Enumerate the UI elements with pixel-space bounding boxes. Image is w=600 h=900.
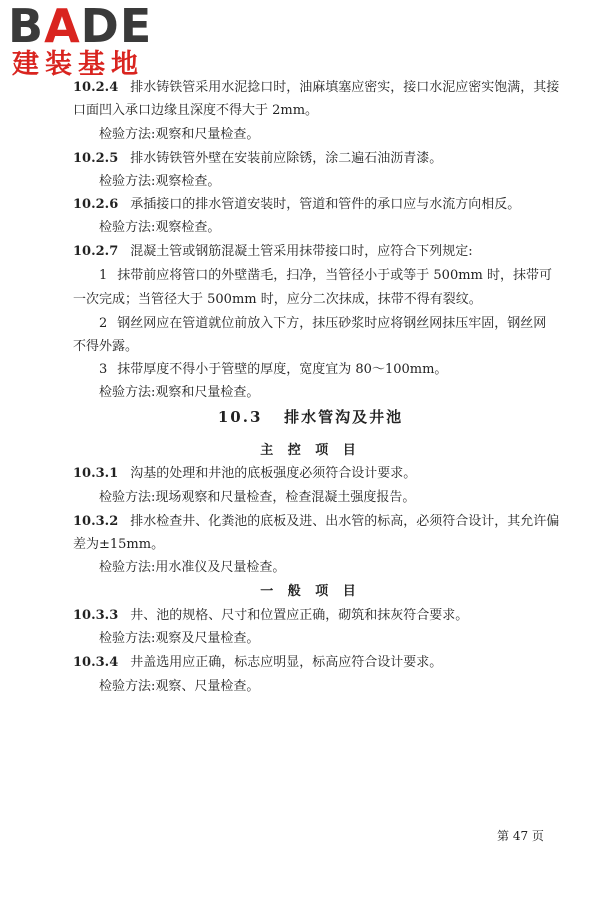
text-line: 差为±15mm。 — [73, 537, 165, 552]
clause-number: 10.3.1 — [73, 466, 119, 481]
section-title: 排水管沟及井池 — [284, 408, 404, 426]
clause-text: 沟基的处理和井池的底板强度必须符合设计要求。 — [130, 466, 417, 481]
item-text: 抹带前应将管口的外壁凿毛，扫净，当管径小于或等于 500mm 时，抹带可 — [117, 268, 553, 283]
logo-letter-a: A — [44, 0, 81, 53]
inspection-method: 检验方法:观察和尺量检查。 — [99, 385, 260, 400]
logo-letters-b: B — [8, 0, 45, 53]
clause-text: 承插接口的排水管道安装时，管道和管件的承口应与水流方向相反。 — [130, 197, 521, 212]
list-item-3 — [99, 358, 447, 377]
inspection-method: 检验方法:观察、尺量检查。 — [99, 679, 260, 694]
clause-number: 10.2.5 — [73, 151, 119, 166]
clause-number: 10.2.4 — [73, 80, 119, 95]
clause-text: 井、池的规格、尺寸和位置应正确，砌筑和抹灰符合要求。 — [130, 608, 469, 623]
subheading-general: 一 般 项 目 — [260, 584, 361, 599]
inspection-method: 检验方法:观察检查。 — [99, 220, 221, 235]
item-number: 3 — [99, 362, 108, 377]
clause-10-2-5 — [73, 147, 442, 166]
logo-wordmark — [8, 0, 153, 53]
logo-letters-de: DE — [80, 0, 153, 53]
clause-10-3-3 — [73, 604, 468, 623]
clause-10-3-1 — [73, 462, 416, 481]
subheading-main-control: 主 控 项 目 — [260, 443, 361, 458]
bade-logo — [8, 2, 152, 80]
clause-number: 10.2.7 — [73, 244, 119, 259]
clause-text: 混凝土管或钢筋混凝土管采用抹带接口时，应符合下列规定: — [130, 244, 473, 259]
inspection-method: 检验方法:用水准仪及尺量检查。 — [99, 560, 286, 575]
inspection-method: 检验方法:观察及尺量检查。 — [99, 631, 260, 646]
section-heading-10-3 — [73, 406, 548, 427]
clause-text: 井盖选用应正确，标志应明显，标高应符合设计要求。 — [130, 655, 443, 670]
inspection-method: 检验方法:现场观察和尺量检查，检查混凝土强度报告。 — [99, 490, 416, 505]
section-number: 10.3 — [217, 408, 263, 426]
list-item-1 — [99, 264, 552, 283]
clause-text: 排水铸铁管外壁在安装前应除锈，涂二遍石油沥青漆。 — [130, 151, 443, 166]
item-number: 1 — [99, 268, 108, 283]
clause-10-3-4 — [73, 651, 442, 670]
logo-subtitle: 建装基地 — [12, 49, 144, 80]
inspection-method: 检验方法:观察检查。 — [99, 174, 221, 189]
clause-number: 10.3.3 — [73, 608, 119, 623]
clause-number: 10.3.2 — [73, 514, 119, 529]
clause-10-2-7 — [73, 240, 473, 259]
page-number: 第 47 页 — [497, 829, 544, 843]
clause-text: 排水检查井、化粪池的底板及进、出水管的标高，必须符合设计，其允许偏 — [130, 514, 560, 529]
clause-number: 10.3.4 — [73, 655, 119, 670]
item-text: 钢丝网应在管道就位前放入下方，抹压砂浆时应将钢丝网抹压牢固，钢丝网 — [117, 316, 547, 331]
list-item-2 — [99, 312, 546, 331]
text-line: 一次完成；当管径大于 500mm 时，应分二次抹成，抹带不得有裂纹。 — [73, 292, 482, 307]
clause-number: 10.2.6 — [73, 197, 119, 212]
text-line: 口面凹入承口边缘且深度不得大于 2mm。 — [73, 103, 319, 118]
item-number: 2 — [99, 316, 108, 331]
clause-10-2-6 — [73, 193, 520, 212]
text-line: 不得外露。 — [73, 339, 139, 354]
inspection-method: 检验方法:观察和尺量检查。 — [99, 127, 260, 142]
clause-text: 排水铸铁管采用水泥捻口时，油麻填塞应密实，接口水泥应密实饱满，其接 — [130, 80, 560, 95]
item-text: 抹带厚度不得小于管壁的厚度，宽度宜为 80～100mm。 — [117, 362, 448, 377]
clause-10-3-2 — [73, 510, 559, 529]
